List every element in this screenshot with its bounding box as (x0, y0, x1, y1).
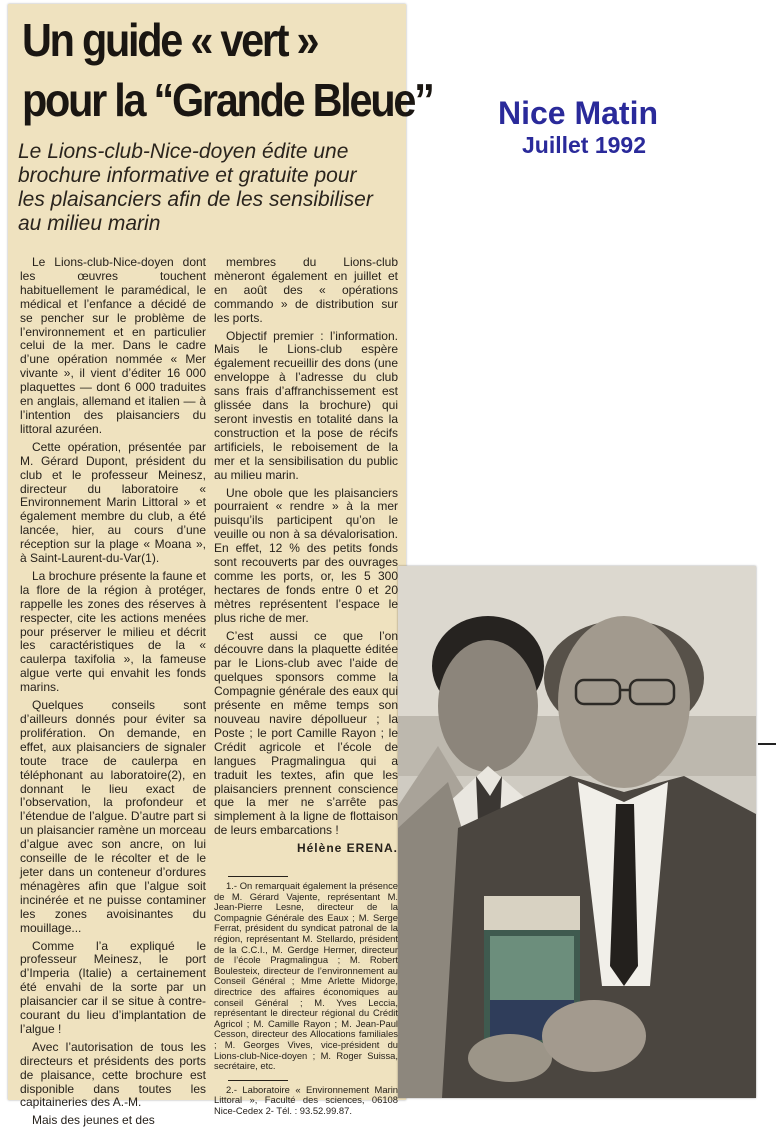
photo-edge-mark (758, 743, 776, 745)
article-photo (398, 566, 756, 1098)
body-paragraph: C’est aussi ce que l’on découvre dans la plaquette éditée par le Lions-club avec l’aide de quelques sponsors comme la Compagnie générale des eaux qui présente en même temps son nouveau navire dépollueur ; la Poste ; le port Camille Rayon ; le Crédit agricole et l’école de langues Pragmalingua qui a traduit les textes, afin que les plaisanciers prennent conscience que la mer ne s’arrête pas simplement à la ligne de flottaison de leurs embarcations ! (214, 628, 398, 838)
footnote-1: 1.- On remarquait également la présence de M. Gérard Vajente, représentant M. Jean-Pierre Lesne, directeur de la Compagnie Générale des Eaux ; M. Serge Ferrat, président du syndicat patronal de la région, représentant M. Stellardo, président de la C.C.I., M. Gerdge Hermer, directeur de l’école Pragmalingua ; M. Robert Boulesteix, directeur de l’environnement au Conseil Général ; Mme Arlette Midorge, directrice des affaires économiques au conseil Général ; M. Yves Leccia, représentant le directeur régional du Crédit Agricol ; M. Camille Rayon ; M. Jean-Paul Cesson, directeur des Allocations familiales ; M. Georges Vives, vice-président du Lions-club-Nice-doyen ; M. Roger Suissa, secrétaire, etc. (214, 880, 398, 1072)
body-paragraph: Comme l’a expliqué le professeur Meinesz, le port d’Imperia (Italie) a certainement été envahi de la sorte par un plaisancier car il se situe à contre-courant du lieu d’implantation de l’algue ! (20, 938, 206, 1036)
footnote-divider (228, 1080, 288, 1081)
article-column-left (20, 256, 206, 1132)
standfirst-line: les plaisanciers afin de les sensibiliser (18, 188, 373, 211)
newspaper-clipping (8, 4, 433, 1128)
two-men-portrait-image (398, 566, 756, 1098)
publication-name: Nice Matin (497, 95, 659, 131)
body-paragraph: membres du Lions-club mèneront également en juillet et en août des « opérations commando » de distribution sur les ports. (214, 255, 398, 325)
headline-line-2: pour la “Grande Bleue” (22, 74, 433, 126)
article-column-right (214, 256, 398, 1121)
standfirst-line: Le Lions-club-Nice-doyen édite une (18, 140, 349, 163)
body-paragraph: Mais des jeunes et des (32, 1113, 155, 1128)
headline-line-1: Un guide « vert » (22, 14, 318, 66)
body-paragraph: La brochure présente la faune et la flore de la région à protéger, rappelle les zones des réserves à respecter, cite les actions menées pour préserver le milieu et décrit les caractéristiques de la « caulerpa taxifolia », la fameuse algue verte qui envahit les fonds marins. (20, 568, 206, 695)
article-headline (22, 10, 433, 130)
body-paragraph: Le Lions-club-Nice-doyen dont les œuvres touchent habituellement le paramédical, le médical et l’enfance a décidé de se pencher sur le problème de l’environnement et en particulier celui de la mer. Dans le cadre d’une opération nommée « Mer vivante », il vient d’éditer 16 000 plaquettes — dont 6 000 traduites en anglais, allemand et italien — à l’intention des plaisanciers du littoral azuréen. (20, 255, 206, 436)
body-paragraph: Avec l’autorisation de tous les directeurs et présidents des ports de plaisance, cette brochure est disponible dans toutes les capitaineries des A.-M. (20, 1039, 206, 1110)
body-paragraph: Une obole que les plaisanciers pourraient « rendre » à la mer puisqu’ils participent qu’on le veuille ou non à sa dévalorisation. En effet, 12 % des petits fonds sont recouverts par des ouvrages comme les ports, or, les 5 300 hectares de fonds entre 0 et 20 mètres représentent l’espace le plus riche de mer. (214, 485, 398, 625)
footnote-divider (228, 876, 288, 877)
article-byline: Hélène ERENA. (296, 841, 398, 856)
article-standfirst (18, 140, 402, 236)
publication-masthead (470, 94, 686, 158)
body-paragraph: Cette opération, présentée par M. Gérard Dupont, président du club et le professeur Meinesz, directeur du laboratoire « Environnement Marin Littoral » et également membre du club, a été lancée, hier, au cours d’une réception sur la plage « Moana », à Saint-Laurent-du-Var(1). (20, 439, 206, 566)
body-paragraph: Quelques conseils sont d’ailleurs donnés pour éviter sa prolifération. On demande, en effet, aux plaisanciers de signaler toute trace de caulerpa en téléphonant au laboratoire(2), en donnant le lieu exact de l’observation, la profondeur et l’étendue de l’algue. D’autre part si un plaisancier ramène un morceau d’algue avec son ancre, on lui conseille de le récolter et de le jeter dans un conteneur d’ordures ménagères afin que l’algue soit incinérée et ne puisse contaminer les zones avoisinantes du mouillage... (20, 698, 206, 935)
standfirst-line: brochure informative et gratuite pour (18, 164, 357, 187)
publication-date: Juillet 1992 (521, 132, 647, 158)
body-paragraph: Objectif premier : l’information. Mais le Lions-club espère également recueillir des dons (une enveloppe à l’adresse du club sans frais d’affranchissement est glissée dans la brochure) qui seront investis en totalité dans la construction et la pose de récifs artificiels, le reboisement de la mer et la sensibilisation du public au milieu marin. (214, 328, 398, 482)
standfirst-line: au milieu marin (18, 212, 161, 235)
footnote-2: 2.- Laboratoire « Environnement Marin Littoral », Faculté des sciences, 06108 Nice-Cedex 2- Tél. : 93.52.99.87. (214, 1083, 398, 1116)
